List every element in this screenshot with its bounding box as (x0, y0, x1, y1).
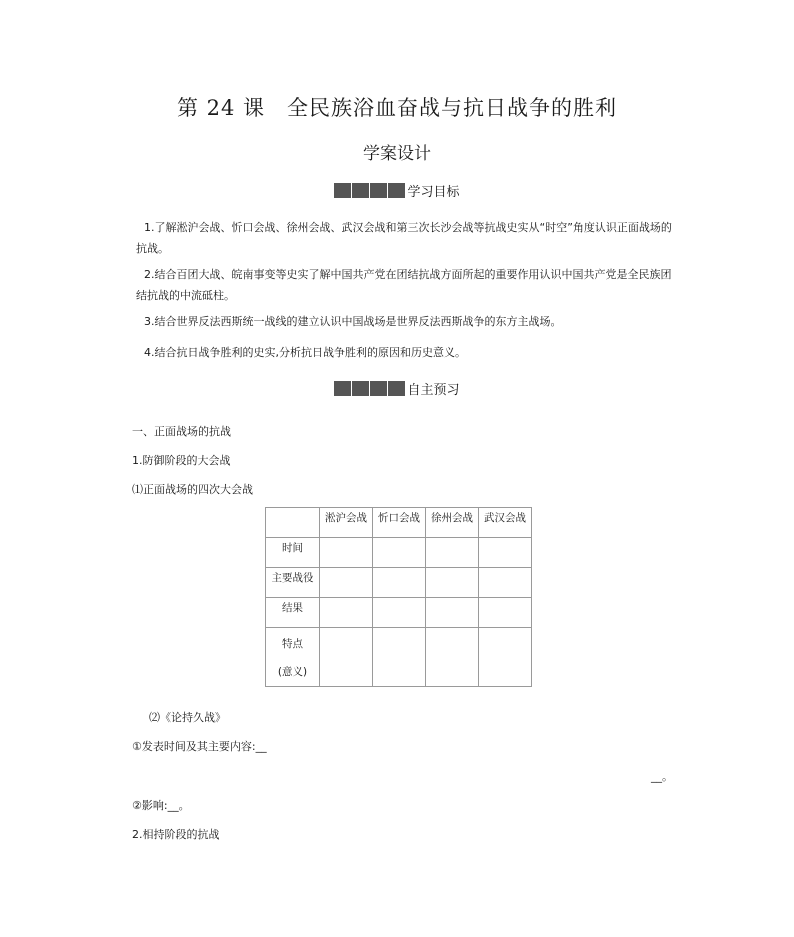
objective-1: 1.了解淞沪会战、忻口会战、徐州会战、武汉会战和第三次长沙会战等抗战史实从“时空”角度认识正面战场的抗战。 (136, 221, 672, 255)
table-cell (320, 538, 373, 568)
table-cell (373, 568, 426, 598)
section-label: 学习目标 (407, 185, 460, 200)
row-label: 时间 (266, 538, 320, 568)
table-cell (320, 598, 373, 628)
heading-blocks-decoration (334, 381, 406, 396)
table-cell (426, 568, 479, 598)
row-label-line: 特点 (282, 638, 303, 650)
table-row (266, 538, 532, 568)
row-label: 主要战役 (266, 568, 320, 598)
sub-heading: ⑵《论持久战》 (149, 711, 226, 724)
row-label: 结果 (266, 598, 320, 628)
table-cell (479, 538, 532, 568)
table-cell (426, 628, 479, 687)
table-cell (426, 598, 479, 628)
table-cell (373, 538, 426, 568)
part-heading: 一、正面战场的抗战 (132, 425, 231, 438)
table-row (266, 628, 532, 687)
battles-table (265, 507, 532, 687)
table-cell (479, 598, 532, 628)
section-heading-preview (0, 379, 794, 398)
objective-2: 2.结合百团大战、皖南事变等史实了解中国共产党在团结抗战方面所起的重要作用认识中国共产党是全民族团结抗战的中流砥柱。 (136, 268, 672, 302)
table-row (266, 598, 532, 628)
question-line: ①发表时间及其主要内容:__ (132, 740, 267, 753)
table-cell (479, 568, 532, 598)
answer-blank-end: __。 (651, 770, 673, 783)
objective-4: 4.结合抗日战争胜利的史实,分析抗日战争胜利的原因和历史意义。 (144, 346, 466, 359)
table-cell (373, 598, 426, 628)
sub-heading: 1.防御阶段的大会战 (132, 454, 231, 467)
table-header-cell: 淞沪会战 (320, 508, 373, 538)
table-row (266, 568, 532, 598)
table-header-cell: 武汉会战 (479, 508, 532, 538)
table-cell (320, 568, 373, 598)
row-label (266, 628, 320, 687)
section-label: 自主预习 (407, 383, 460, 398)
row-label-line: (意义) (277, 666, 308, 678)
lesson-title: 第 24 课 全民族浴血奋战与抗日战争的胜利 (176, 96, 618, 120)
table-header-cell: 徐州会战 (426, 508, 479, 538)
table-header-cell: 忻口会战 (373, 508, 426, 538)
table-cell (373, 628, 426, 687)
table-cell (479, 628, 532, 687)
sub-heading: ⑴正面战场的四次大会战 (132, 483, 253, 496)
heading-blocks-decoration (334, 183, 406, 198)
section-heading-objectives (0, 181, 794, 200)
table-cell (320, 628, 373, 687)
sub-heading: 2.相持阶段的抗战 (132, 828, 220, 841)
table-cell (426, 538, 479, 568)
table-header-row (266, 508, 532, 538)
objective-3: 3.结合世界反法西斯统一战线的建立认识中国战场是世界反法西斯战争的东方主战场。 (144, 315, 562, 328)
table-header-cell (266, 508, 320, 538)
lesson-subtitle: 学案设计 (363, 144, 431, 164)
question-line: ②影响:__。 (132, 799, 190, 812)
